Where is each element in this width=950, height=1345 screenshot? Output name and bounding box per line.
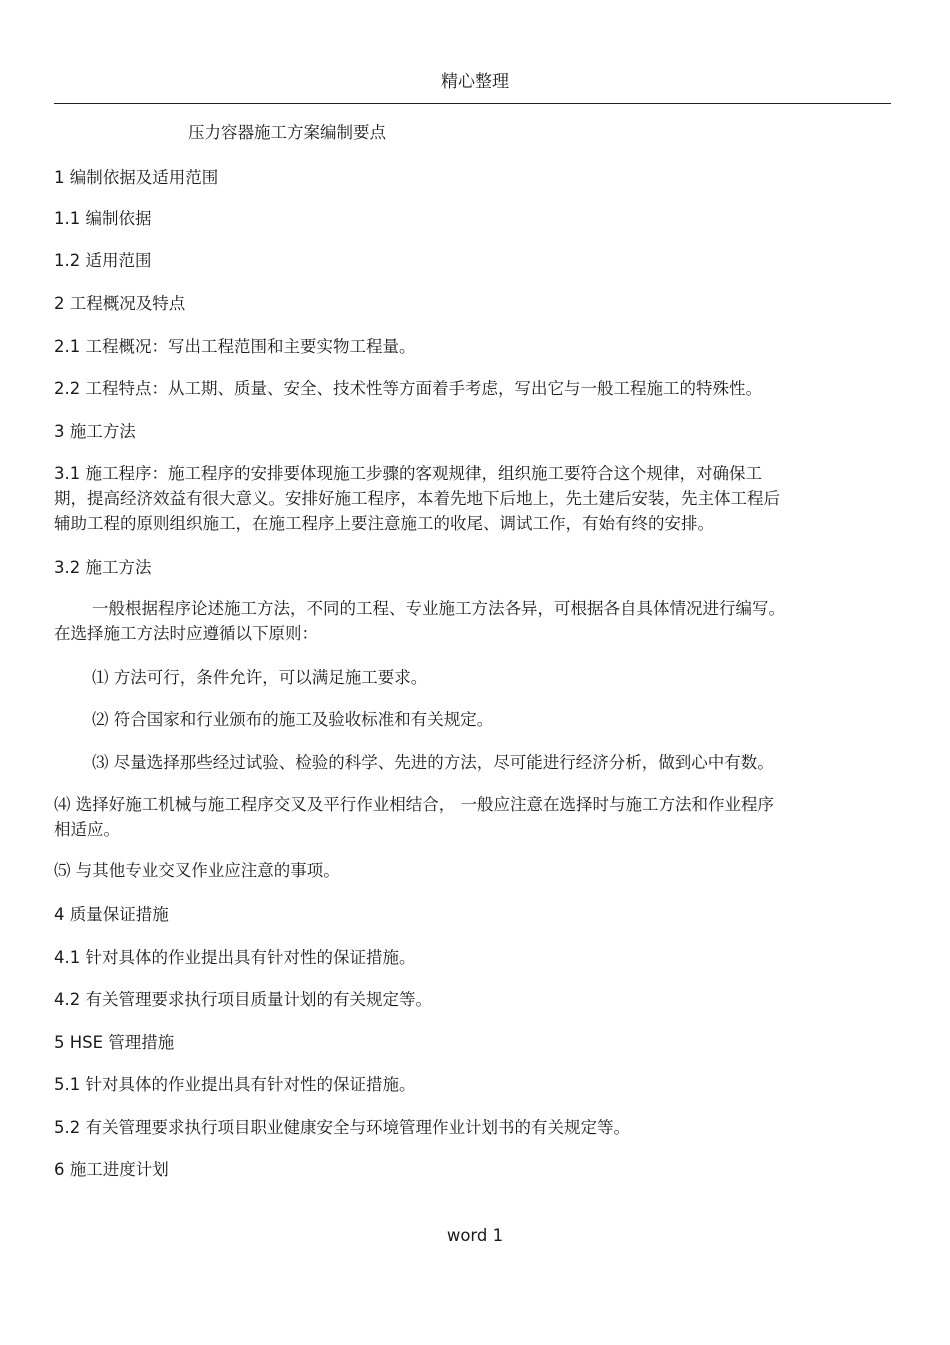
page-header: 精心整理 — [441, 72, 509, 92]
intro-paragraph-line-1: 一般根据程序论述施工方法，不同的工程、专业施工方法各异，可根据各自具体情况进行编写。 — [92, 599, 785, 618]
principle-item-4-line-2: 相适应。 — [54, 820, 120, 839]
intro-paragraph-line-2: 在选择施工方法时应遵循以下原则： — [54, 624, 318, 643]
section-4-1-text: 4.1 针对具体的作业提出具有针对性的保证措施。 — [54, 948, 416, 967]
section-3-1-text-line-1: 3.1 施工程序：施工程序的安排要体现施工步骤的客观规律，组织施工要符合这个规律，对确保工 — [54, 464, 762, 483]
section-2-heading: 2 工程概况及特点 — [54, 294, 186, 313]
principle-item-5: ⑸ 与其他专业交叉作业应注意的事项。 — [54, 861, 340, 880]
header-rule — [54, 103, 891, 104]
section-1-1-heading: 1.1 编制依据 — [54, 209, 152, 228]
section-5-1-text: 5.1 针对具体的作业提出具有针对性的保证措施。 — [54, 1075, 416, 1094]
section-5-2-text: 5.2 有关管理要求执行项目职业健康安全与环境管理作业计划书的有关规定等。 — [54, 1118, 630, 1137]
section-2-1-text: 2.1 工程概况：写出工程范围和主要实物工程量。 — [54, 337, 416, 356]
page-footer: word 1 — [446, 1226, 504, 1245]
section-4-heading: 4 质量保证措施 — [54, 905, 169, 924]
section-3-1-text-line-2: 期，提高经济效益有很大意义。安排好施工程序，本着先地下后地上，先土建后安装，先主体工程后 — [54, 489, 780, 508]
document-title: 压力容器施工方案编制要点 — [188, 123, 386, 142]
section-5-heading: 5 HSE 管理措施 — [54, 1033, 175, 1052]
section-4-2-text: 4.2 有关管理要求执行项目质量计划的有关规定等。 — [54, 990, 432, 1009]
principle-item-3: ⑶ 尽量选择那些经过试验、检验的科学、先进的方法，尽可能进行经济分析，做到心中有数。 — [92, 753, 774, 772]
section-3-1-text-line-3: 辅助工程的原则组织施工，在施工程序上要注意施工的收尾、调试工作，有始有终的安排。 — [54, 514, 714, 533]
section-1-heading: 1 编制依据及适用范围 — [54, 168, 219, 187]
section-2-2-text: 2.2 工程特点：从工期、质量、安全、技术性等方面着手考虑，写出它与一般工程施工的特殊性。 — [54, 379, 762, 398]
principle-item-1: ⑴ 方法可行，条件允许，可以满足施工要求。 — [92, 668, 428, 687]
principle-item-4-line-1: ⑷ 选择好施工机械与施工程序交叉及平行作业相结合， 一般应注意在选择时与施工方法和作业程序 — [54, 795, 774, 814]
principle-item-2: ⑵ 符合国家和行业颁布的施工及验收标准和有关规定。 — [92, 710, 494, 729]
section-6-heading: 6 施工进度计划 — [54, 1160, 169, 1179]
section-3-heading: 3 施工方法 — [54, 422, 136, 441]
section-1-2-heading: 1.2 适用范围 — [54, 251, 152, 270]
section-3-2-heading: 3.2 施工方法 — [54, 558, 152, 577]
